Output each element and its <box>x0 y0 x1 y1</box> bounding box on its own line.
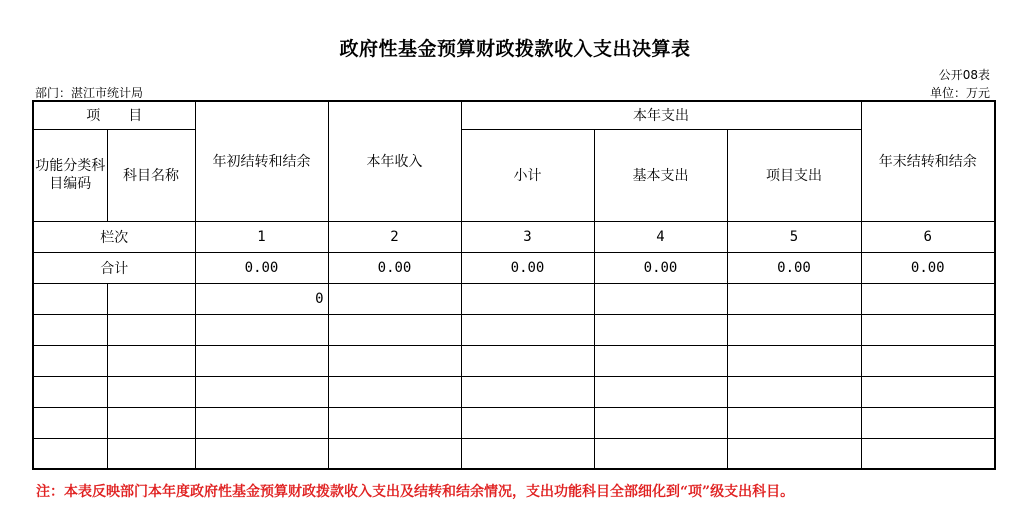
index-row <box>33 221 995 252</box>
table-cell <box>594 407 727 438</box>
table-cell <box>33 376 107 407</box>
form-number: 公开08表 <box>938 68 990 82</box>
header-end-balance: 年末结转和结余 <box>861 101 995 221</box>
table-row <box>33 407 995 438</box>
header-project: 项目支出 <box>727 129 861 221</box>
table-cell <box>861 376 995 407</box>
table-cell <box>461 407 594 438</box>
footnote: 注：本表反映部门本年度政府性基金预算财政拨款收入支出及结转和结余情况，支出功能科目全部细化到“项”级支出科目。 <box>36 484 795 500</box>
total-cell: 0.00 <box>195 252 328 283</box>
table-cell <box>594 283 727 314</box>
table-cell <box>727 345 861 376</box>
table-cell <box>328 345 461 376</box>
total-cell: 0.00 <box>861 252 995 283</box>
table-cell <box>861 283 995 314</box>
table-cell <box>107 376 195 407</box>
table-cell <box>727 438 861 469</box>
header-subject-name: 科目名称 <box>107 129 195 221</box>
table-row <box>33 283 995 314</box>
table-row <box>33 438 995 469</box>
table-cell <box>107 438 195 469</box>
table-cell <box>107 407 195 438</box>
table-cell <box>594 314 727 345</box>
table-cell <box>594 438 727 469</box>
table-cell <box>107 345 195 376</box>
header-begin-balance: 年初结转和结余 <box>195 101 328 221</box>
index-cell: 4 <box>594 221 727 252</box>
table-row <box>33 376 995 407</box>
index-cell: 2 <box>328 221 461 252</box>
index-cell: 1 <box>195 221 328 252</box>
table-cell <box>727 314 861 345</box>
table-cell <box>33 314 107 345</box>
header-item: 项 目 <box>33 101 195 129</box>
table-cell <box>861 438 995 469</box>
table-cell <box>107 283 195 314</box>
table-cell <box>461 438 594 469</box>
table-cell <box>33 283 107 314</box>
total-cell: 0.00 <box>727 252 861 283</box>
table-cell <box>195 438 328 469</box>
table-cell <box>727 376 861 407</box>
table-cell <box>594 345 727 376</box>
table-cell <box>33 407 107 438</box>
table-cell <box>861 407 995 438</box>
table-cell <box>461 283 594 314</box>
table-cell: 0 <box>195 283 328 314</box>
total-label: 合计 <box>33 252 195 283</box>
table-cell <box>195 407 328 438</box>
table-cell <box>328 314 461 345</box>
table-cell <box>861 345 995 376</box>
index-cell: 6 <box>861 221 995 252</box>
table-cell <box>461 314 594 345</box>
table-cell <box>594 376 727 407</box>
header-basic: 基本支出 <box>594 129 727 221</box>
unit-label: 单位：万元 <box>929 86 990 100</box>
header-subtotal: 小计 <box>461 129 594 221</box>
table-cell <box>195 345 328 376</box>
table-cell <box>328 283 461 314</box>
total-cell: 0.00 <box>328 252 461 283</box>
table-cell <box>107 314 195 345</box>
table-cell <box>195 376 328 407</box>
budget-table <box>32 100 996 470</box>
header-expense: 本年支出 <box>461 101 861 129</box>
table-cell <box>727 283 861 314</box>
department-label: 部门：湛江市统计局 <box>35 86 144 100</box>
table-cell <box>328 438 461 469</box>
header-func-code: 功能分类科目编码 <box>33 129 107 221</box>
table-cell <box>461 376 594 407</box>
table-cell <box>195 314 328 345</box>
total-row <box>33 252 995 283</box>
table-cell <box>33 438 107 469</box>
header-income: 本年收入 <box>328 101 461 221</box>
table-cell <box>727 407 861 438</box>
table-cell <box>461 345 594 376</box>
table-cell <box>861 314 995 345</box>
report-title: 政府性基金预算财政拨款收入支出决算表 <box>339 38 691 60</box>
index-cell: 5 <box>727 221 861 252</box>
index-cell: 3 <box>461 221 594 252</box>
table-cell <box>328 376 461 407</box>
total-cell: 0.00 <box>594 252 727 283</box>
table-cell <box>33 345 107 376</box>
total-cell: 0.00 <box>461 252 594 283</box>
table-cell <box>328 407 461 438</box>
index-label: 栏次 <box>33 221 195 252</box>
table-row <box>33 345 995 376</box>
table-row <box>33 314 995 345</box>
